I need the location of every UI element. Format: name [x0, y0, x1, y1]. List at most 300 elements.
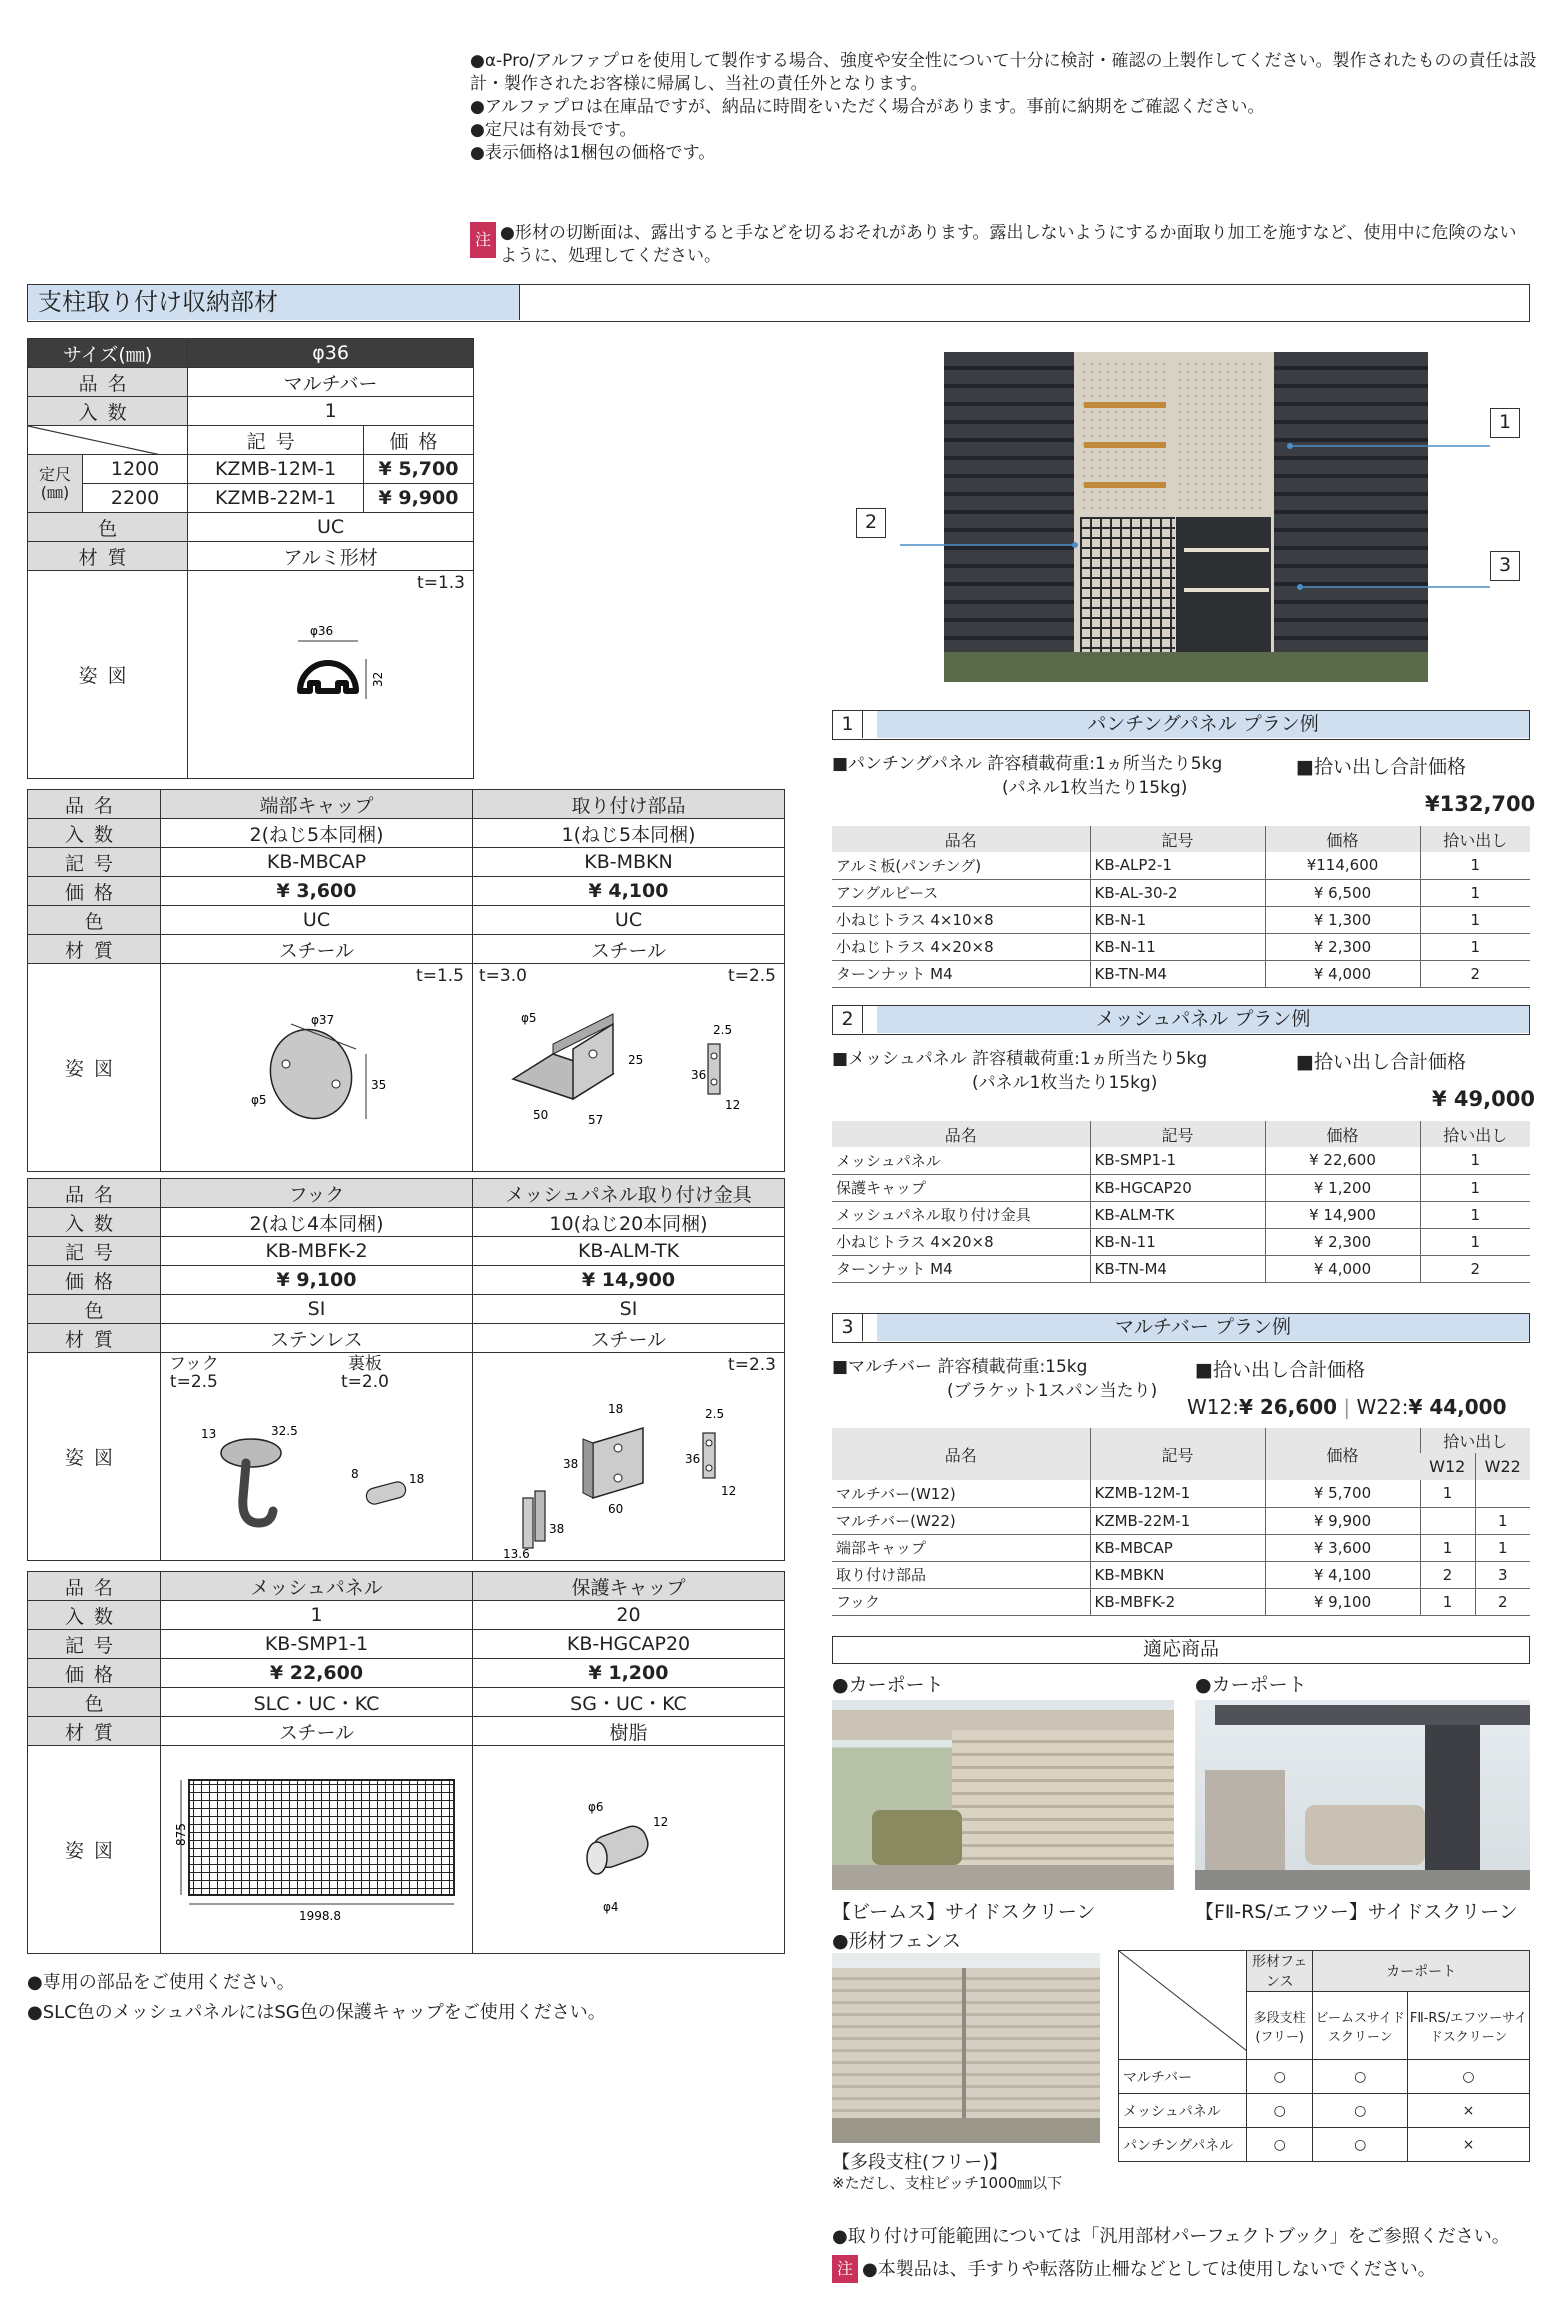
col-header: 品名 [832, 1121, 1090, 1147]
desc-line: ■パンチングパネル 許容積載荷重:1ヵ所当たり5kg [832, 754, 1223, 774]
length-value: 2200 [83, 484, 188, 513]
sub-header: 多段支柱(フリー) [1247, 1992, 1313, 2060]
cell: KB-SMP1-1 [1090, 1147, 1265, 1174]
plan-1-sum-label: ■拾い出し合計価格 [1296, 756, 1466, 778]
price-value: ¥ 22,600 [161, 1659, 473, 1688]
cell: マルチバー(W12) [832, 1480, 1090, 1507]
cell: 1 [1475, 1507, 1530, 1534]
section-title: 支柱取り付け収納部材 [28, 285, 520, 320]
price-label: 価格 [28, 1659, 161, 1688]
color-label: 色 [28, 906, 161, 935]
price-value: ¥ 14,900 [473, 1266, 785, 1295]
diagonal-line [28, 426, 161, 455]
color-label: 色 [28, 513, 188, 542]
table-row [832, 1255, 1530, 1282]
end-cap-figure-cell [161, 964, 473, 1172]
cell: ¥ 6,500 [1265, 879, 1420, 906]
row-label: パンチングパネル [1119, 2128, 1247, 2162]
table-row [832, 1561, 1530, 1588]
dim-7: 38 [549, 1522, 565, 1536]
thickness-note: t=2.3 [728, 1355, 776, 1375]
mesh-cap-spec-table [27, 1571, 785, 1954]
material-value: 樹脂 [473, 1717, 785, 1746]
dim-7: 12 [725, 1098, 741, 1112]
price-header: 価格 [364, 426, 474, 455]
plan-2-sum: ¥ 49,000 [1432, 1087, 1535, 1111]
table-row [832, 1534, 1530, 1561]
dim-3: 60 [608, 1502, 624, 1516]
diagonal-line [1119, 1951, 1247, 2051]
cell: KB-AL-30-2 [1090, 879, 1265, 906]
table-row [832, 852, 1530, 879]
cell: 小ねじトラス 4×10×8 [832, 906, 1090, 933]
price-value: ¥ 3,600 [161, 877, 473, 906]
end-cap-drawing [241, 994, 401, 1144]
color-value: UC [161, 906, 473, 935]
dim-3: φ4 [603, 1900, 619, 1914]
diagonal-cell [1119, 1951, 1247, 2060]
color-value: SI [473, 1295, 785, 1324]
cell: KZMB-12M-1 [1090, 1480, 1265, 1507]
table-row [832, 933, 1530, 960]
dim-5: 36 [691, 1068, 707, 1082]
applicable-title: 適応商品 [832, 1636, 1530, 1664]
cell: 2 [1420, 960, 1530, 987]
bracket-drawing [493, 1004, 773, 1154]
sub-header: ビームスサイドスクリーン [1313, 1992, 1408, 2060]
code-header: 記号 [188, 426, 364, 455]
section-title-bar [27, 284, 1530, 322]
callout-2: 2 [856, 508, 886, 538]
cap-bracket-spec-table [27, 789, 785, 1172]
cell [1475, 1480, 1530, 1507]
cell: 1 [1420, 852, 1530, 879]
dim-4: 36 [685, 1452, 701, 1466]
cell: フック [832, 1588, 1090, 1615]
plan-2-table [832, 1121, 1530, 1283]
qty-label: 入数 [28, 1208, 161, 1237]
note-line: ●専用の部品をご使用ください。 [27, 1972, 295, 1993]
note-line: ●α-Pro/アルファプロを使用して製作する場合、強度や安全性について十分に検討・確認の上製作してください。製作されたものの責任は設計・製作されたお客様に帰属し、当社の責任外となります。 [470, 51, 1537, 94]
desc-line: ■マルチバー 許容積載荷重:15kg [832, 1357, 1088, 1377]
cell: マルチバー(W22) [832, 1507, 1090, 1534]
beams-carport-photo [832, 1700, 1174, 1890]
hook-t: t=2.5 [169, 1372, 218, 1392]
qty-value: 20 [473, 1601, 785, 1630]
cell: ○ [1313, 2060, 1408, 2094]
table-row [832, 1201, 1530, 1228]
cell: 1 [1420, 1147, 1530, 1174]
cell: × [1408, 2094, 1530, 2128]
cell: KB-N-11 [1090, 1228, 1265, 1255]
note-line: ●定尺は有効長です。 [470, 120, 637, 140]
size-label: サイズ(㎜) [28, 339, 188, 368]
price-label: 価格 [28, 877, 161, 906]
w22-label: W22: [1356, 1395, 1409, 1419]
cell: 2 [1420, 1561, 1475, 1588]
plan-2-title [832, 1005, 1530, 1035]
cell: 1 [1420, 879, 1530, 906]
price-value: ¥ 9,900 [364, 484, 474, 513]
material-label: 材質 [28, 935, 161, 964]
hook-figure-cell [161, 1353, 473, 1561]
caution-badge: 注 [470, 222, 496, 258]
code-value: KZMB-12M-1 [188, 455, 364, 484]
product-name: 端部キャップ [161, 790, 473, 819]
qty-value: 10(ねじ20本同梱) [473, 1208, 785, 1237]
plan-3-title [832, 1313, 1530, 1343]
product-name: フック [161, 1179, 473, 1208]
caption-beams: 【ビームス】サイドスクリーン [832, 1901, 1096, 1923]
dim-3: 57 [588, 1113, 604, 1127]
w12-label: W12: [1187, 1395, 1239, 1419]
cell: 1 [1420, 1174, 1530, 1201]
caption-fence-note: ※ただし、支柱ピッチ1000㎜以下 [832, 2174, 1063, 2192]
qty-value: 2(ねじ4本同梱) [161, 1208, 473, 1237]
plan-1-title [832, 710, 1530, 740]
cell: 1 [1420, 933, 1530, 960]
col-header: 拾い出し [1420, 1428, 1530, 1453]
table-row [832, 879, 1530, 906]
hook-label: フック [169, 1354, 219, 1374]
cell: 1 [1420, 1201, 1530, 1228]
multibar-spec-table [27, 338, 474, 779]
dim-4: 25 [628, 1053, 644, 1067]
dim-8: 13.6 [503, 1547, 530, 1561]
length-value: 1200 [83, 455, 188, 484]
plan-2-sum-label: ■拾い出し合計価格 [1296, 1051, 1466, 1073]
length-label: 定尺(㎜) [28, 455, 83, 513]
f2-carport-photo [1195, 1700, 1530, 1890]
cell: ¥ 9,900 [1265, 1507, 1420, 1534]
table-row [832, 1228, 1530, 1255]
dim-1: 13 [201, 1427, 217, 1441]
cell: メッシュパネル [832, 1147, 1090, 1174]
cell: 1 [1475, 1534, 1530, 1561]
col-header: 品名 [832, 826, 1090, 852]
cell: 1 [1420, 1588, 1475, 1615]
cell: KB-MBCAP [1090, 1534, 1265, 1561]
material-label: 材質 [28, 1717, 161, 1746]
row-label: マルチバー [1119, 2060, 1247, 2094]
cell: ¥ 1,200 [1265, 1174, 1420, 1201]
cell: アルミ板(パンチング) [832, 852, 1090, 879]
w12-sum: ¥ 26,600 [1238, 1395, 1338, 1419]
col-header: 価格 [1265, 826, 1420, 852]
cell: 小ねじトラス 4×20×8 [832, 933, 1090, 960]
plan-1-table [832, 826, 1530, 988]
col-header: 拾い出し [1420, 826, 1530, 852]
table-row [1119, 2060, 1530, 2094]
cell: 取り付け部品 [832, 1561, 1090, 1588]
desc-line: (パネル1枚当たり15kg) [1002, 778, 1188, 798]
dim-3: 35 [371, 1078, 387, 1092]
hook-drawing [181, 1413, 461, 1553]
desc-line: (ブラケット1スパン当たり) [947, 1381, 1158, 1401]
size-value: φ36 [188, 339, 474, 368]
code-value: KB-MBFK-2 [161, 1237, 473, 1266]
carport-header: カーポート [1313, 1951, 1530, 1992]
mesh-panel-drawing [169, 1776, 464, 1926]
code-label: 記号 [28, 1237, 161, 1266]
plan-title: マルチバー プラン例 [877, 1314, 1529, 1341]
table-row [832, 906, 1530, 933]
dim-1: 18 [608, 1402, 624, 1416]
fence-header: 形材フェンス [1247, 1951, 1313, 1992]
color-value: UC [473, 906, 785, 935]
plan-title: メッシュパネル プラン例 [877, 1006, 1529, 1033]
multibar-section-drawing [278, 621, 428, 731]
col-header: 記号 [1090, 1121, 1265, 1147]
product-name: メッシュパネル取り付け金具 [473, 1179, 785, 1208]
cell: ¥ 4,000 [1265, 1255, 1420, 1282]
caption-fence: 【多段支柱(フリー)】 [832, 2152, 1008, 2173]
dim-4: 18 [409, 1472, 425, 1486]
cell: ¥ 3,600 [1265, 1534, 1420, 1561]
table-row [832, 1147, 1530, 1174]
diagonal-cell [28, 426, 188, 455]
table-row [832, 1174, 1530, 1201]
cell: ○ [1247, 2060, 1313, 2094]
name-label: 品名 [28, 368, 188, 397]
note-line: ●アルファプロは在庫品ですが、納品に時間をいただく場合があります。事前に納期をご確認ください。 [470, 97, 1265, 117]
backplate-thickness [341, 1355, 389, 1391]
product-name: 保護キャップ [473, 1572, 785, 1601]
figure-label: 姿図 [28, 1746, 161, 1954]
bracket-figure-cell [473, 964, 785, 1172]
dim-6: 12 [721, 1484, 737, 1498]
product-name: マルチバー [188, 368, 474, 397]
cut-warning [470, 222, 1540, 268]
col-header: 価格 [1265, 1121, 1420, 1147]
cell: ¥ 4,100 [1265, 1561, 1420, 1588]
qty-value: 1(ねじ5本同梱) [473, 819, 785, 848]
col-header: 記号 [1090, 1428, 1265, 1480]
note-line: ●表示価格は1梱包の価格です。 [470, 143, 716, 163]
cell: ターンナット M4 [832, 1255, 1090, 1282]
code-value: KB-MBKN [473, 848, 785, 877]
protective-cap-drawing [553, 1786, 713, 1926]
cell: ¥ 4,000 [1265, 960, 1420, 987]
figure-label: 姿図 [28, 964, 161, 1172]
dim-2: 50 [533, 1108, 549, 1122]
thickness-note: t=2.5 [728, 966, 776, 986]
name-label: 品名 [28, 1179, 161, 1208]
material-value: スチール [473, 935, 785, 964]
sub-header: FⅡ-RS/エフツーサイドスクリーン [1408, 1992, 1530, 2060]
cell: ¥ 2,300 [1265, 933, 1420, 960]
cell: ¥ 5,700 [1265, 1480, 1420, 1507]
dim-height: 32 [371, 671, 386, 687]
note-line: ●SLC色のメッシュパネルにはSG色の保護キャップをご使用ください。 [27, 2002, 606, 2023]
cell: ○ [1247, 2094, 1313, 2128]
qty-value: 1 [161, 1601, 473, 1630]
cell: 1 [1420, 1228, 1530, 1255]
table-row [832, 1507, 1530, 1534]
dim-5: 2.5 [705, 1407, 725, 1421]
material-value: ステンレス [161, 1324, 473, 1353]
usage-warning-text: ●本製品は、手すりや転落防止柵などとしては使用しないでください。 [862, 2259, 1436, 2280]
table-row [832, 960, 1530, 987]
cell: ターンナット M4 [832, 960, 1090, 987]
plan-1-desc [832, 752, 1222, 800]
color-label: 色 [28, 1295, 161, 1324]
row-label: メッシュパネル [1119, 2094, 1247, 2128]
price-value: ¥ 4,100 [473, 877, 785, 906]
backplate-t: t=2.0 [341, 1372, 389, 1392]
cell: アングルピース [832, 879, 1090, 906]
col-header: W22 [1475, 1453, 1530, 1480]
material-value: スチール [473, 1324, 785, 1353]
dim-width: 1998.8 [299, 1909, 341, 1923]
range-note: ●取り付け可能範囲については「汎用部材パーフェクトブック」をご参照ください。 [832, 2226, 1510, 2247]
figure-label: 姿図 [28, 571, 188, 779]
cell: メッシュパネル取り付け金具 [832, 1201, 1090, 1228]
cell: 保護キャップ [832, 1174, 1090, 1201]
desc-line: (パネル1枚当たり15kg) [972, 1073, 1158, 1093]
cell: ○ [1313, 2094, 1408, 2128]
callout-3: 3 [1490, 551, 1520, 581]
carport-label-2: ●カーポート [1195, 1674, 1307, 1696]
code-value: KB-SMP1-1 [161, 1630, 473, 1659]
color-value: SG・UC・KC [473, 1688, 785, 1717]
name-label: 品名 [28, 790, 161, 819]
mesh-figure-cell [161, 1746, 473, 1954]
dim-6: 2.5 [713, 1023, 733, 1037]
col-header: 拾い出し [1420, 1121, 1530, 1147]
thickness-note: t=3.0 [479, 966, 527, 986]
cell: 1 [1420, 1480, 1475, 1507]
figure-label: 姿図 [28, 1353, 161, 1561]
dim-1: φ6 [588, 1800, 604, 1814]
cell: 小ねじトラス 4×20×8 [832, 1228, 1090, 1255]
cell: KZMB-22M-1 [1090, 1507, 1265, 1534]
plan-title: パンチングパネル プラン例 [877, 711, 1529, 738]
dim-2: φ5 [251, 1093, 267, 1107]
col-header: 記号 [1090, 826, 1265, 852]
mount-figure-cell [473, 1353, 785, 1561]
caption-f2: 【FⅡ-RS/エフツー】サイドスクリーン [1195, 1901, 1518, 1923]
code-label: 記号 [28, 1630, 161, 1659]
caution-badge: 注 [832, 2255, 858, 2283]
compatibility-table [1118, 1950, 1530, 2162]
material-value: スチール [161, 935, 473, 964]
product-name: 取り付け部品 [473, 790, 785, 819]
qty-label: 入数 [28, 397, 188, 426]
table-row [1119, 2128, 1530, 2162]
table-row [1119, 2094, 1530, 2128]
material-value: スチール [161, 1717, 473, 1746]
color-value: SLC・UC・KC [161, 1688, 473, 1717]
dim-2: 12 [653, 1815, 669, 1829]
qty-label: 入数 [28, 819, 161, 848]
usage-warning [832, 2255, 1436, 2283]
dim-dia: φ36 [310, 624, 334, 638]
hook-mount-spec-table [27, 1178, 785, 1561]
color-label: 色 [28, 1688, 161, 1717]
color-value: SI [161, 1295, 473, 1324]
plan-number: 3 [833, 1314, 863, 1341]
material-label: 材質 [28, 1324, 161, 1353]
cell: KB-HGCAP20 [1090, 1174, 1265, 1201]
plan-number: 2 [833, 1006, 863, 1033]
hook-thickness [169, 1355, 219, 1391]
cell: KB-TN-M4 [1090, 1255, 1265, 1282]
plan-number: 1 [833, 711, 863, 738]
dim-3: 8 [351, 1467, 359, 1481]
qty-label: 入数 [28, 1601, 161, 1630]
col-header: 価格 [1265, 1428, 1420, 1480]
thickness-note: t=1.5 [416, 966, 464, 986]
dim-2: 32.5 [271, 1424, 298, 1438]
price-label: 価格 [28, 1266, 161, 1295]
cell: 1 [1420, 906, 1530, 933]
cell: ¥114,600 [1265, 852, 1420, 879]
cell: ¥ 1,300 [1265, 906, 1420, 933]
cell: ¥ 14,900 [1265, 1201, 1420, 1228]
code-value: KB-ALM-TK [473, 1237, 785, 1266]
cell: × [1408, 2128, 1530, 2162]
cell: 3 [1475, 1561, 1530, 1588]
cell: 1 [1420, 1534, 1475, 1561]
cell: KB-N-1 [1090, 906, 1265, 933]
plan-3-table [832, 1428, 1530, 1616]
cell: ○ [1313, 2128, 1408, 2162]
cell: KB-ALP2-1 [1090, 852, 1265, 879]
callout-lines [900, 340, 1520, 700]
cell: 端部キャップ [832, 1534, 1090, 1561]
plan-3-sum-label: ■拾い出し合計価格 [1195, 1359, 1365, 1381]
cell: KB-MBFK-2 [1090, 1588, 1265, 1615]
desc-line: ■メッシュパネル 許容積載荷重:1ヵ所当たり5kg [832, 1049, 1208, 1069]
material-value: アルミ形材 [188, 542, 474, 571]
price-value: ¥ 5,700 [364, 455, 474, 484]
cell: ¥ 22,600 [1265, 1147, 1420, 1174]
table-row [832, 1480, 1530, 1507]
fence-label: ●形材フェンス [832, 1930, 962, 1952]
code-value: KZMB-22M-1 [188, 484, 364, 513]
warning-text: ●形材の切断面は、露出すると手などを切るおそれがあります。露出しないようにするか面取り加工を施すなど、使用中に危険のないように、処理してください。 [500, 223, 1517, 266]
material-label: 材質 [28, 542, 188, 571]
cell: KB-ALM-TK [1090, 1201, 1265, 1228]
code-value: KB-MBCAP [161, 848, 473, 877]
product-name: メッシュパネル [161, 1572, 473, 1601]
col-header: 品名 [832, 1428, 1090, 1480]
cell [1420, 1507, 1475, 1534]
plan-3-sum: W12:¥ 26,600 | W22:¥ 44,000 [1187, 1395, 1507, 1419]
code-value: KB-HGCAP20 [473, 1630, 785, 1659]
qty-value: 1 [188, 397, 474, 426]
col-header: W12 [1420, 1453, 1475, 1480]
dim-1: φ5 [521, 1011, 537, 1025]
color-value: UC [188, 513, 474, 542]
carport-label-1: ●カーポート [832, 1674, 944, 1696]
backplate-label: 裏板 [347, 1354, 382, 1374]
mount-drawing [493, 1373, 773, 1563]
cell: KB-N-11 [1090, 933, 1265, 960]
name-label: 品名 [28, 1572, 161, 1601]
w22-sum: ¥ 44,000 [1408, 1395, 1507, 1419]
table-row [832, 1588, 1530, 1615]
dim-2: 38 [563, 1457, 579, 1471]
multibar-figure-cell [188, 571, 474, 779]
callout-1: 1 [1490, 408, 1520, 438]
qty-value: 2(ねじ5本同梱) [161, 819, 473, 848]
plan-3-desc [832, 1355, 1157, 1403]
price-value: ¥ 9,100 [161, 1266, 473, 1295]
dim-1: φ37 [311, 1013, 335, 1027]
cell: 2 [1475, 1588, 1530, 1615]
